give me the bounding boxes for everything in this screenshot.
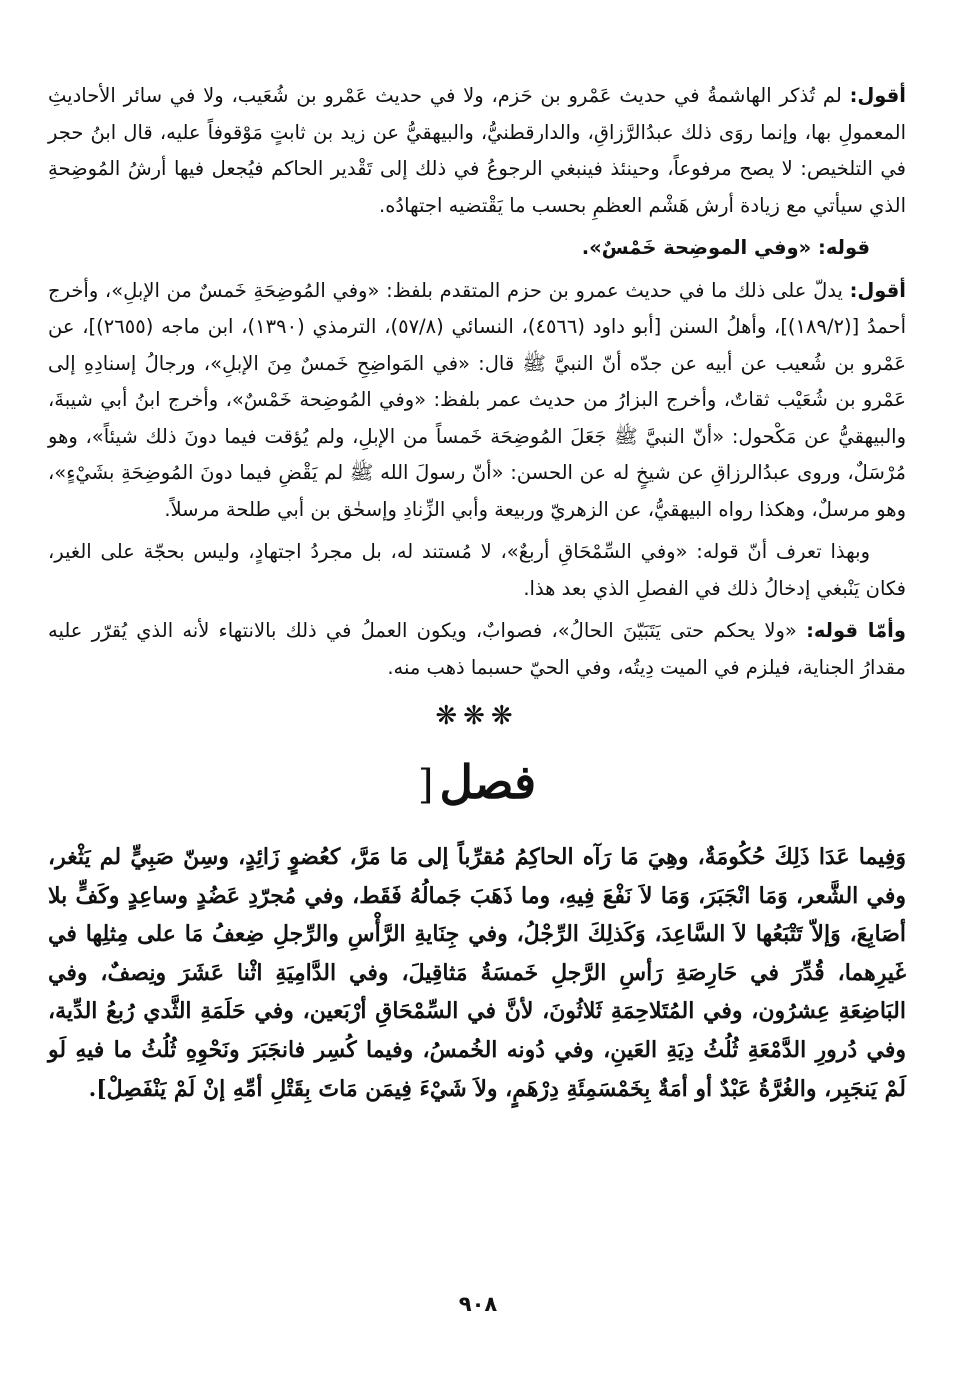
section-separator: ❋❋❋ [435,701,519,731]
paragraph-text: لم تُذكر الهاشمةُ في حديث عَمْرو بن حَزم، ولا في حديث عَمْرو بن شُعَيب، ولا في سائر الأحاديثِ المعمولِ بها، وإنما روَى ذلك عبدُالرَّزاقِ، والدارقطنيُّ، والبيهقيُّ عن زيد بن ثابتٍ مَوْقوفاً عليه، قال ابنُ حجر في التلخيص: لا يصح مرفوعاً، وحينئذ فينبغي الرجوعُ في ذلك إلى تَقْدير الحاكم فيُجعل فيها أرشُ المُوضِحةِ الذي سيأتي مع زيادة أرش هَشْم العظمِ بحسب ما يَقْتضيه اجتهادُه. [48,84,906,217]
matn-text: وَفِيما عَدَا ذَلِكَ حُكُومَةٌ، وهِيَ مَا رَآه الحاكِمُ مُقرِّباً إلى مَا مَرَّ، كعُضوٍ زَائِدٍ، وسِنّ صَبِيٍّ لم يَثْغر، وفي الشَّعر، وَمَا انْجَبَرَ، وَمَا لاَ نَفْعَ فِيهِ، وما ذَهَبَ جَمالُهُ فَقَط، وفي مُجرّدِ عَضُدٍ وساعِدٍ وكَفٍّ بلا أصَابِعَ، وَإلاّ تَتْبَعُها لاَ السَّاعِدَ، وَكَذلِكَ الرِّجْلُ، وفي جِنَايةِ الرَّأْسِ والرِّجلِ ضِعفُ مَا على مِثلِها في غَيرِهما، قُدِّرَ في حَارِصَةِ رَأسِ الرَّجلِ خَمسَةُ مَثاقِيلَ، وفي الدَّامِيَةِ اثْنا عَشَرَ ونِصفٌ، وفي البَاضِعَةِ عِشرُون، وفي المُتَلاحِمَةِ ثَلاثُونَ، لأنَّ في السِّمْحَاقِ أرْبَعين، وفي حَلَمَةِ الثَّدي رُبعُ الدِّية، وفي دُرورِ الدَّمْعَةِ ثُلُثُ دِيَةِ العَينِ، وفي دُونه الخُمسُ، وفيما كُسِر فانجَبَرَ ونَحْوِهِ ثُلُثُ ما فيهِ لَو لَمْ يَنجَبِر، والغُرَّةُ عَبْدٌ أو أمَةٌ بِخَمْسَمِئَةِ دِرْهَمٍ، ولاَ شَيْءَ فِيمَن مَاتَ بِقَتْلِ أمِّهِ إنْ لَمْ يَنْفَصِلْ]. [48,844,906,1102]
paragraph-lead: أقول: [849,84,906,107]
paragraph-text: «وفي الموضِحة خَمْسٌ». [581,236,819,259]
paragraph-lead: قوله: [818,236,870,259]
section-heading [48,752,906,824]
paragraph-lead: وأمّا قوله: [806,619,906,642]
paragraph-lead: أقول: [849,278,906,302]
section-title: فصل [439,755,537,809]
open-bracket: [ [417,762,434,808]
commentary-paragraph-4 [48,534,906,607]
commentary-paragraph-3 [48,273,906,529]
commentary-paragraph-5 [48,613,906,686]
commentary-paragraph-2 [48,230,906,267]
page-body [48,78,906,1108]
paragraph-text: «ولا يحكم حتى يَتَبَيّنَ الحالُ»، فصوابٌ، ويكون العملُ في ذلك بالانتهاء لأنه الذي يُقرّر عليه مقدارُ الجناية، فيلزم في الميت دِيتُه، وفي الحيّ حسبما ذهب منه. [48,619,906,679]
section-title-ornament [418,752,536,815]
commentary-paragraph-1 [48,78,906,224]
paragraph-text: وبهذا تعرف أنّ قوله: «وفي السِّمْحَاقِ أربعٌ»، لا مُستند له، بل مجردُ اجتهادٍ، وليس بحجّة على الغير، فكان يَنْبغي إدخالُ ذلك في الفصلِ الذي بعد هذا. [48,540,906,600]
page-number: ٩٠٨ [458,1292,498,1316]
paragraph-text: يدلّ على ذلك ما في حديث عمرو بن حزم المتقدم بلفظ: «وفي المُوضِحَةِ خَمسٌ من الإبلِ»، وأخرج أحمدُ [(١٨٩/٢)]، وأهلُ السنن [أبو داود (٤٥٦٦)، النسائي (٥٧/٨)، الترمذي (١٣٩٠)، ابن ماجه (٢٦٥٥)]، عن عَمْرو بن شُعيب عن أبيه عن جدّه أنّ النبيَّ ﷺ قال: «في المَواضِحِ خَمسٌ مِنَ الإبلِ»، ورجالُ إسنادِهِ إلى عَمْرو بن شُعَيْب ثقاتٌ، وأخرج البزارُ من حديث عمر بلفظ: «وفي المُوضِحة خَمْسٌ»، وأخرج ابنُ أبي شيبةَ، والبيهقيُّ عن مَكْحول: «أنّ النبيَّ ﷺ جَعَلَ المُوضِحَة خَمساً من الإبلِ، ولم يُؤقت فيما دونَ ذلك شيئاً»، وهو مُرْسَلٌ، وروى عبدُالرزاقِ عن شيخٍ له عن الحسن: «أنّ رسولَ الله ﷺ لم يَقْضِ فيما دونَ المُوضِحَةِ بشَيْءٍ»، وهو مرسلٌ، وهكذا رواه البيهقيُّ، عن الزهريّ وربيعة وأبي الزِّنادِ وإسحٰق بن أبي طلحة مرسلاً. [48,278,907,521]
